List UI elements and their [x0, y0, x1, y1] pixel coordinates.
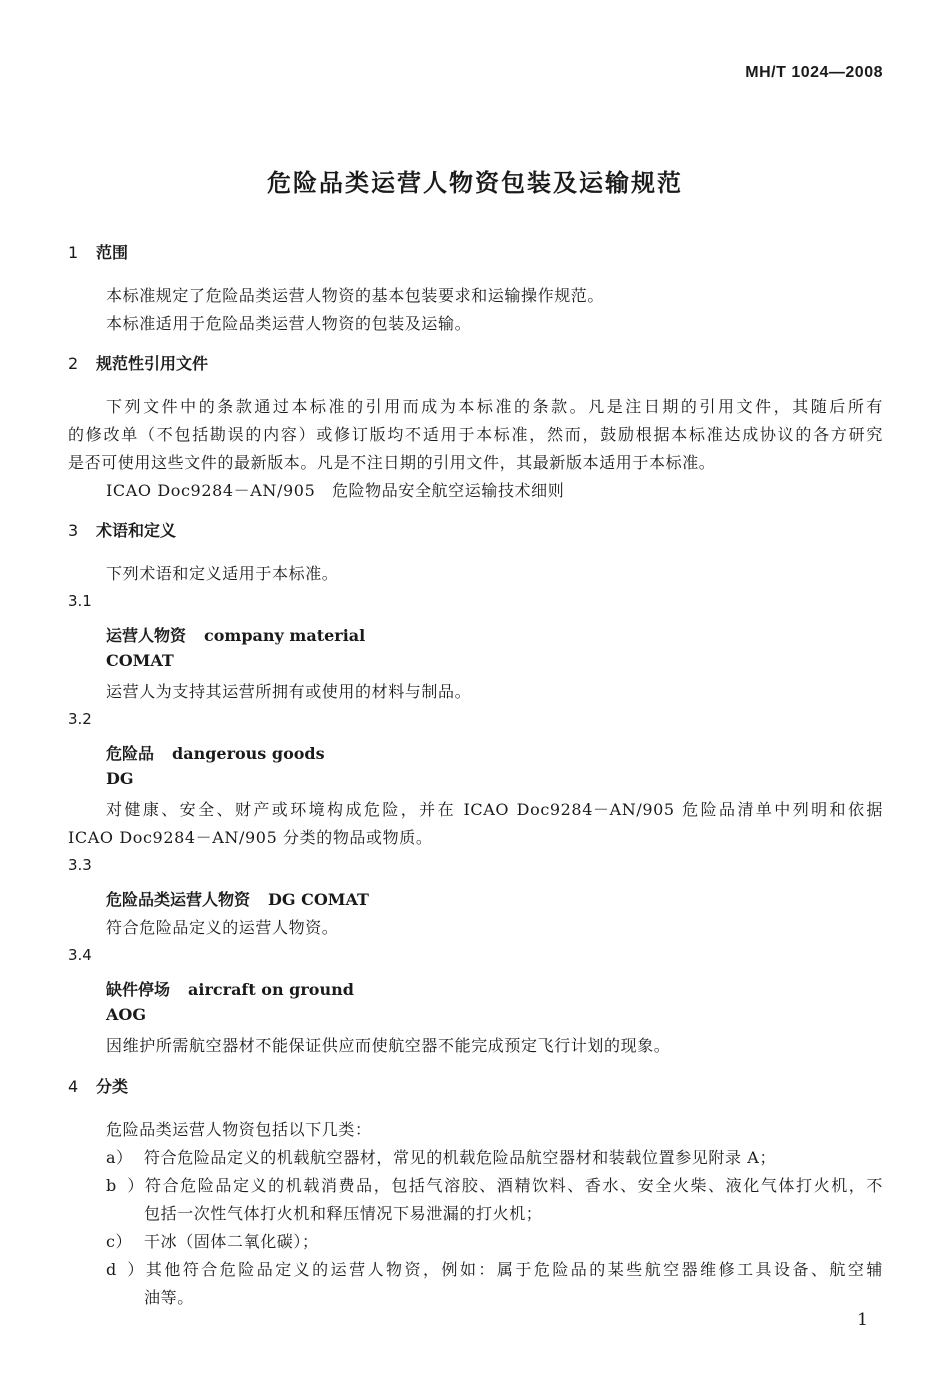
term-entry	[106, 887, 369, 910]
term-abbreviation: AOG	[106, 1005, 147, 1024]
section-title: 术语和定义	[96, 521, 177, 540]
list-item	[106, 1257, 883, 1280]
section-4-heading	[68, 1074, 128, 1097]
term-english: company material	[204, 626, 366, 645]
section-2-paragraph-line-1: 下列文件中的条款通过本标准的引用而成为本标准的条款。凡是注日期的引用文件，其随后所有	[106, 397, 883, 416]
term-abbreviation: DG	[106, 769, 134, 788]
clause-number: 3.4	[68, 946, 92, 964]
term-definition-line-1: 对健康、安全、财产或环境构成危险，并在 ICAO Doc9284－AN/905 危险品清单中列明和依据	[106, 800, 883, 819]
term-entry	[106, 741, 325, 764]
term-english: aircraft on ground	[188, 980, 354, 999]
section-title: 分类	[96, 1077, 129, 1096]
section-1-paragraph-1: 本标准规定了危险品类运营人物资的基本包装要求和运输操作规范。	[106, 286, 605, 305]
term-entry	[106, 977, 354, 1000]
term-definition-line-2: ICAO Doc9284－AN/905 分类的物品或物质。	[68, 828, 433, 847]
term-chinese: 缺件停场	[106, 980, 171, 999]
list-item-text: 其他符合危险品定义的运营人物资，例如：属于危险品的某些航空器维修工具设备、航空辅	[144, 1260, 883, 1279]
page-number: 1	[857, 1310, 868, 1330]
clause-number: 3.3	[68, 856, 92, 874]
term-entry	[106, 623, 365, 646]
section-4-intro: 危险品类运营人物资包括以下几类：	[106, 1120, 372, 1139]
section-number: 2	[68, 354, 79, 373]
list-item-label: d）	[106, 1260, 144, 1279]
list-item-text: 干冰（固体二氧化碳）；	[144, 1232, 319, 1251]
section-number: 4	[68, 1077, 79, 1096]
term-english: dangerous goods	[172, 744, 325, 763]
list-item	[106, 1173, 883, 1196]
standard-number: MH/T 1024—2008	[745, 64, 883, 81]
section-2-paragraph-line-3: 是否可使用这些文件的最新版本。凡是不注日期的引用文件，其最新版本适用于本标准。	[68, 453, 716, 472]
list-item	[106, 1145, 776, 1168]
list-item-text: 符合危险品定义的机载消费品，包括气溶胶、酒精饮料、香水、安全火柴、液化气体打火机，不	[144, 1176, 883, 1195]
list-item-continuation: 油等。	[144, 1288, 194, 1307]
term-definition: 符合危险品定义的运营人物资。	[106, 918, 339, 937]
section-3-intro: 下列术语和定义适用于本标准。	[106, 564, 339, 583]
section-number: 1	[68, 243, 79, 262]
clause-number: 3.1	[68, 592, 92, 610]
section-title: 范围	[96, 243, 129, 262]
term-abbreviation: COMAT	[106, 651, 174, 670]
term-chinese: 危险品	[106, 744, 155, 763]
list-item	[106, 1229, 319, 1252]
section-1-heading	[68, 240, 128, 263]
list-item-label: c）	[106, 1232, 133, 1251]
list-item-text: 符合危险品定义的机载航空器材，常见的机载危险品航空器材和装载位置参见附录 A；	[144, 1148, 777, 1167]
term-definition: 运营人为支持其运营所拥有或使用的材料与制品。	[106, 682, 472, 701]
list-item-continuation: 包括一次性气体打火机和释压情况下易泄漏的打火机；	[144, 1204, 543, 1223]
document-title: 危险品类运营人物资包装及运输规范	[267, 169, 683, 197]
section-number: 3	[68, 521, 79, 540]
list-item-label: b）	[106, 1176, 144, 1195]
section-1-paragraph-2: 本标准适用于危险品类运营人物资的包装及运输。	[106, 314, 472, 333]
term-chinese: 运营人物资	[106, 626, 187, 645]
clause-number: 3.2	[68, 710, 92, 728]
section-2-paragraph-line-2: 的修改单（不包括勘误的内容）或修订版均不适用于本标准，然而，鼓励根据本标准达成协议的各方研究	[68, 425, 883, 444]
term-chinese: 危险品类运营人物资	[106, 890, 251, 909]
section-3-heading	[68, 518, 176, 541]
section-2-heading	[68, 351, 208, 374]
term-english: DG COMAT	[268, 890, 369, 909]
list-item-label: a）	[106, 1148, 133, 1167]
term-definition: 因维护所需航空器材不能保证供应而使航空器不能完成预定飞行计划的现象。	[106, 1036, 671, 1055]
normative-reference: ICAO Doc9284－AN/905 危险物品安全航空运输技术细则	[106, 481, 565, 500]
section-title: 规范性引用文件	[96, 354, 209, 373]
